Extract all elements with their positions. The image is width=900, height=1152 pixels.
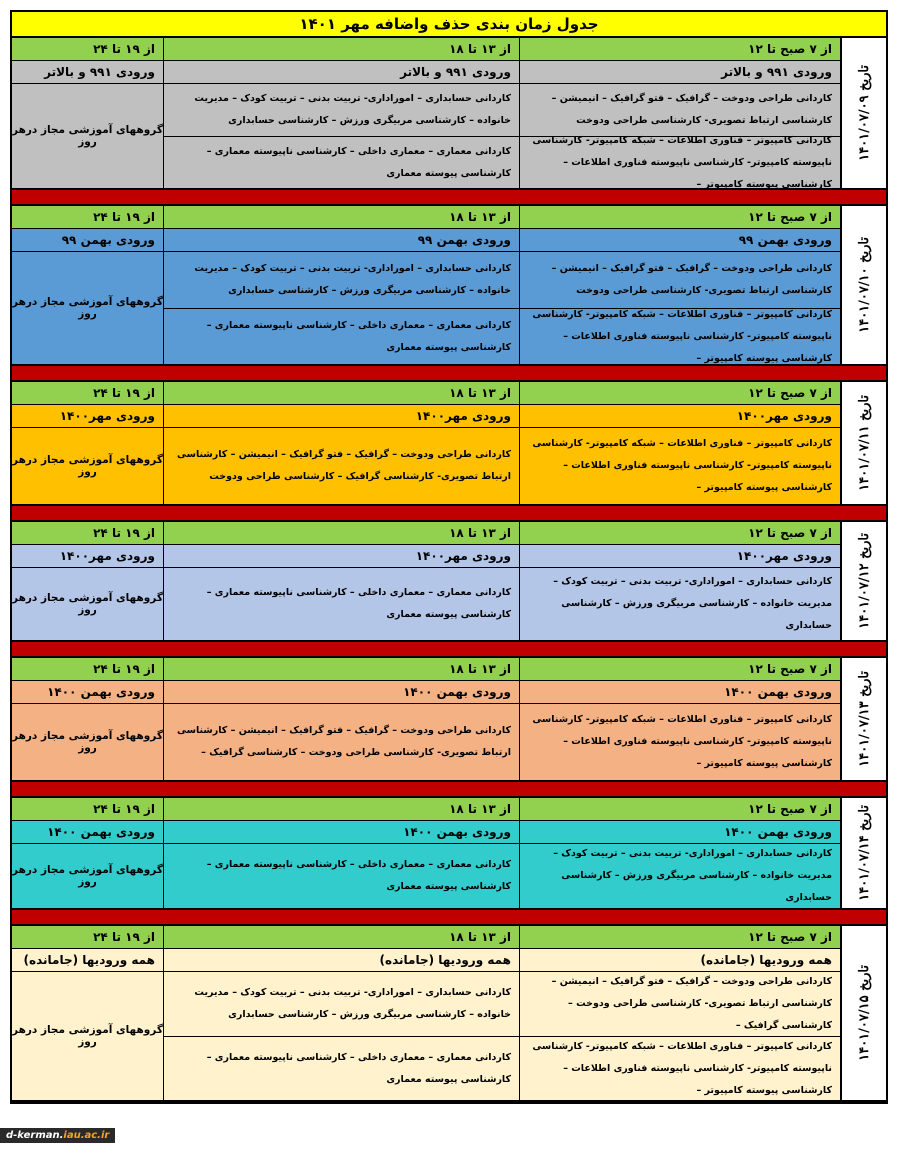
allowed-groups-note: گروههای آموزشی مجاز درهر روز: [12, 296, 163, 320]
schedule-blocks: [12, 38, 886, 1102]
entry-label: ورودی مهر۱۴۰۰: [520, 405, 840, 428]
date-prefix: تاریخ: [856, 805, 872, 831]
time-column: [520, 382, 840, 504]
entry-label: ورودی ۹۹۱ و بالاتر: [520, 61, 840, 84]
time-column: [164, 382, 520, 504]
site-watermark: [0, 1128, 115, 1143]
entry-label: همه ورودیها (جامانده): [12, 949, 163, 972]
date-value: ۱۴۰۱/۰۷/۱۰: [856, 267, 872, 333]
time-column: [12, 658, 164, 780]
entry-label: ورودی بهمن ۱۴۰۰: [520, 821, 840, 844]
day-block: [12, 926, 886, 1102]
time-header: از ۱۳ تا ۱۸: [164, 522, 519, 545]
date-value: ۱۴۰۱/۰۷/۱۴: [856, 835, 872, 901]
date-cell: [840, 206, 886, 364]
time-header: از ۷ صبح تا ۱۲: [520, 658, 840, 681]
course-group-cell: کاردانی کامپیوتر – فناوری اطلاعات – شبکه کامپیوتر- کارشناسی ناپیوسته کامپیوتر- کارشناسی ناپیوسته فناوری اطلاعات –کارشناسی پیوسته کامپیوتر –: [520, 136, 840, 188]
course-group-cell: کاردانی حسابداری – اموراداری- تربیت بدنی – تربیت کودک – مدیریت خانواده – کارشناسی مربیگری ورزش – کارشناسی حسابداری: [194, 93, 511, 126]
entry-label: همه ورودیها (جامانده): [164, 949, 519, 972]
date-label: [857, 65, 872, 161]
block-separator: [12, 910, 886, 926]
date-label: [857, 671, 872, 767]
course-group-cell: کاردانی کامپیوتر – فناوری اطلاعات – شبکه کامپیوتر- کارشناسی ناپیوسته کامپیوتر- کارشناسی ناپیوسته فناوری اطلاعات –کارشناسی پیوسته کامپیوتر –: [520, 308, 840, 364]
time-header: از ۱۹ تا ۲۴: [12, 658, 163, 681]
date-label: [857, 237, 872, 333]
allowed-groups-note: گروههای آموزشی مجاز درهر روز: [12, 1024, 163, 1048]
date-label: [857, 395, 872, 491]
entry-label: ورودی بهمن ۹۹: [520, 229, 840, 252]
time-header: از ۷ صبح تا ۱۲: [520, 798, 840, 821]
entry-label: ورودی بهمن ۱۴۰۰: [164, 681, 519, 704]
course-group-cell: کاردانی معماری – معماری داخلی – کارشناسی ناپیوسته معماری – کارشناسی پیوسته معماری: [206, 587, 511, 620]
schedule-table: [10, 10, 888, 1104]
date-prefix: تاریخ: [856, 533, 872, 559]
watermark-domain: iau.ac.ir: [63, 1130, 110, 1141]
course-group-cell: کاردانی معماری – معماری داخلی – کارشناسی ناپیوسته معماری – کارشناسی پیوسته معماری: [164, 136, 519, 188]
entry-label: ورودی بهمن ۱۴۰۰: [520, 681, 840, 704]
time-header: از ۱۹ تا ۲۴: [12, 522, 163, 545]
watermark-prefix: d-kerman.: [6, 1130, 64, 1141]
time-column: [12, 522, 164, 640]
date-cell: [840, 38, 886, 188]
date-label: [857, 965, 872, 1061]
entry-label: ورودی مهر۱۴۰۰: [12, 405, 163, 428]
day-block: [12, 382, 886, 506]
time-header: از ۷ صبح تا ۱۲: [520, 382, 840, 405]
time-header: از ۱۳ تا ۱۸: [164, 798, 519, 821]
entry-label: ورودی مهر۱۴۰۰: [520, 545, 840, 568]
course-group-cell: کاردانی معماری – معماری داخلی – کارشناسی ناپیوسته معماری – کارشناسی پیوسته معماری: [206, 859, 511, 892]
time-header: از ۱۹ تا ۲۴: [12, 382, 163, 405]
allowed-groups-note: گروههای آموزشی مجاز درهر روز: [12, 124, 163, 148]
date-prefix: تاریخ: [856, 395, 872, 421]
course-group-cell: کاردانی طراحی ودوخت – گرافیک – فتو گرافیک – انیمیشن – کارشناسی ارتباط تصویری- کارشناسی طراحی ودوخت: [551, 93, 832, 126]
time-column: [164, 658, 520, 780]
date-value: ۱۴۰۱/۰۷/۱۲: [856, 563, 872, 629]
block-separator: [12, 782, 886, 798]
course-group-cell: کاردانی حسابداری – اموراداری- تربیت بدنی – تربیت کودک – مدیریت خانواده – کارشناسی مربیگری ورزش – کارشناسی حسابداری: [194, 987, 511, 1020]
entry-label: ورودی بهمن ۱۴۰۰: [164, 821, 519, 844]
date-prefix: تاریخ: [856, 965, 872, 991]
date-prefix: تاریخ: [856, 237, 872, 263]
date-prefix: تاریخ: [856, 65, 872, 91]
course-group-cell: کاردانی کامپیوتر – فناوری اطلاعات – شبکه کامپیوتر- کارشناسی ناپیوسته کامپیوتر- کارشناسی ناپیوسته فناوری اطلاعات –کارشناسی پیوسته کامپیوتر –: [520, 1036, 840, 1100]
entry-label: ورودی مهر۱۴۰۰: [12, 545, 163, 568]
time-header: از ۷ صبح تا ۱۲: [520, 926, 840, 949]
course-group-cell: کاردانی معماری – معماری داخلی – کارشناسی ناپیوسته معماری – کارشناسی پیوسته معماری: [164, 1036, 519, 1100]
time-column: [520, 522, 840, 640]
time-column: [12, 798, 164, 908]
time-column: [164, 206, 520, 364]
course-group-cell: کاردانی طراحی ودوخت – گرافیک – فتو گرافیک – انیمیشن – کارشناسی ارتباط تصویری- کارشناسی گرافیک – کارشناسی طراحی ودوخت: [177, 449, 511, 482]
day-block: [12, 798, 886, 910]
time-column: [520, 658, 840, 780]
time-column: [12, 382, 164, 504]
day-block: [12, 38, 886, 190]
course-group-cell: کاردانی طراحی ودوخت – گرافیک – فتو گرافیک – انیمیشن – کارشناسی ارتباط تصویری- کارشناسی طراحی ودوخت – کارشناسی گرافیک –: [177, 725, 511, 758]
time-header: از ۱۳ تا ۱۸: [164, 926, 519, 949]
time-header: از ۱۹ تا ۲۴: [12, 926, 163, 949]
allowed-groups-note: گروههای آموزشی مجاز درهر روز: [12, 730, 163, 754]
time-header: از ۷ صبح تا ۱۲: [520, 206, 840, 229]
time-header: از ۱۹ تا ۲۴: [12, 206, 163, 229]
date-value: ۱۴۰۱/۰۷/۱۵: [856, 995, 872, 1061]
entry-label: ورودی مهر۱۴۰۰: [164, 405, 519, 428]
date-label: [857, 805, 872, 901]
course-group-cell: کاردانی طراحی ودوخت – گرافیک – فتو گرافیک – انیمیشن – کارشناسی ارتباط تصویری- کارشناسی طراحی ودوخت: [551, 263, 832, 296]
time-header: از ۱۳ تا ۱۸: [164, 206, 519, 229]
entry-label: ورودی بهمن ۱۴۰۰: [12, 821, 163, 844]
course-group-cell: کاردانی حسابداری – اموراداری- تربیت بدنی – تربیت کودک – مدیریت خانواده – کارشناسی مربیگری ورزش – کارشناسی حسابداری: [194, 263, 511, 296]
course-group-cell: کاردانی حسابداری – اموراداری- تربیت بدنی – تربیت کودک – مدیریت خانواده – کارشناسی مربیگری ورزش – کارشناسی حسابداری: [553, 848, 832, 903]
time-header: از ۱۹ تا ۲۴: [12, 38, 163, 61]
entry-label: ورودی ۹۹۱ و بالاتر: [12, 61, 163, 84]
allowed-groups-note: گروههای آموزشی مجاز درهر روز: [12, 864, 163, 888]
day-block: [12, 522, 886, 642]
day-block: [12, 206, 886, 366]
date-cell: [840, 522, 886, 640]
time-column: [520, 206, 840, 364]
time-column: [12, 926, 164, 1100]
block-separator: [12, 642, 886, 658]
day-block: [12, 658, 886, 782]
time-header: از ۱۳ تا ۱۸: [164, 38, 519, 61]
block-separator: [12, 506, 886, 522]
date-cell: [840, 382, 886, 504]
time-header: از ۱۹ تا ۲۴: [12, 798, 163, 821]
time-header: از ۱۳ تا ۱۸: [164, 382, 519, 405]
time-column: [520, 798, 840, 908]
time-header: از ۷ صبح تا ۱۲: [520, 38, 840, 61]
date-cell: [840, 798, 886, 908]
date-label: [857, 533, 872, 629]
course-group-cell: کاردانی معماری – معماری داخلی – کارشناسی ناپیوسته معماری – کارشناسی پیوسته معماری: [164, 308, 519, 364]
date-value: ۱۴۰۱/۰۷/۱۳: [856, 701, 872, 767]
time-header: از ۱۳ تا ۱۸: [164, 658, 519, 681]
time-column: [164, 38, 520, 188]
time-column: [164, 798, 520, 908]
entry-label: همه ورودیها (جامانده): [520, 949, 840, 972]
entry-label: ورودی مهر۱۴۰۰: [164, 545, 519, 568]
time-header: از ۷ صبح تا ۱۲: [520, 522, 840, 545]
date-prefix: تاریخ: [856, 671, 872, 697]
allowed-groups-note: گروههای آموزشی مجاز درهر روز: [12, 454, 163, 478]
time-column: [12, 38, 164, 188]
time-column: [164, 522, 520, 640]
date-value: ۱۴۰۱/۰۷/۰۹: [856, 95, 872, 161]
course-group-cell: کاردانی کامپیوتر – فناوری اطلاعات – شبکه کامپیوتر- کارشناسی ناپیوسته کامپیوتر- کارشناسی ناپیوسته فناوری اطلاعات –کارشناسی پیوسته کامپیوتر –: [532, 438, 832, 493]
page-title: جدول زمان بندی حذف واضافه مهر ۱۴۰۱: [12, 12, 886, 38]
time-column: [164, 926, 520, 1100]
entry-label: ورودی بهمن ۱۴۰۰: [12, 681, 163, 704]
course-group-cell: کاردانی کامپیوتر – فناوری اطلاعات – شبکه کامپیوتر- کارشناسی ناپیوسته کامپیوتر- کارشناسی ناپیوسته فناوری اطلاعات –کارشناسی پیوسته کامپیوتر –: [532, 714, 832, 769]
entry-label: ورودی ۹۹۱ و بالاتر: [164, 61, 519, 84]
entry-label: ورودی بهمن ۹۹: [12, 229, 163, 252]
allowed-groups-note: گروههای آموزشی مجاز درهر روز: [12, 592, 163, 616]
date-cell: [840, 926, 886, 1100]
course-group-cell: کاردانی حسابداری – اموراداری- تربیت بدنی – تربیت کودک – مدیریت خانواده – کارشناسی مربیگری ورزش – کارشناسی حسابداری: [553, 576, 832, 631]
date-value: ۱۴۰۱/۰۷/۱۱: [856, 425, 872, 491]
time-column: [12, 206, 164, 364]
course-group-cell: کاردانی طراحی ودوخت – گرافیک – فتو گرافیک – انیمیشن – کارشناسی ارتباط تصویری- کارشناسی طراحی ودوخت – کارشناسی گرافیک –: [551, 976, 832, 1031]
date-cell: [840, 658, 886, 780]
time-column: [520, 926, 840, 1100]
time-column: [520, 38, 840, 188]
entry-label: ورودی بهمن ۹۹: [164, 229, 519, 252]
